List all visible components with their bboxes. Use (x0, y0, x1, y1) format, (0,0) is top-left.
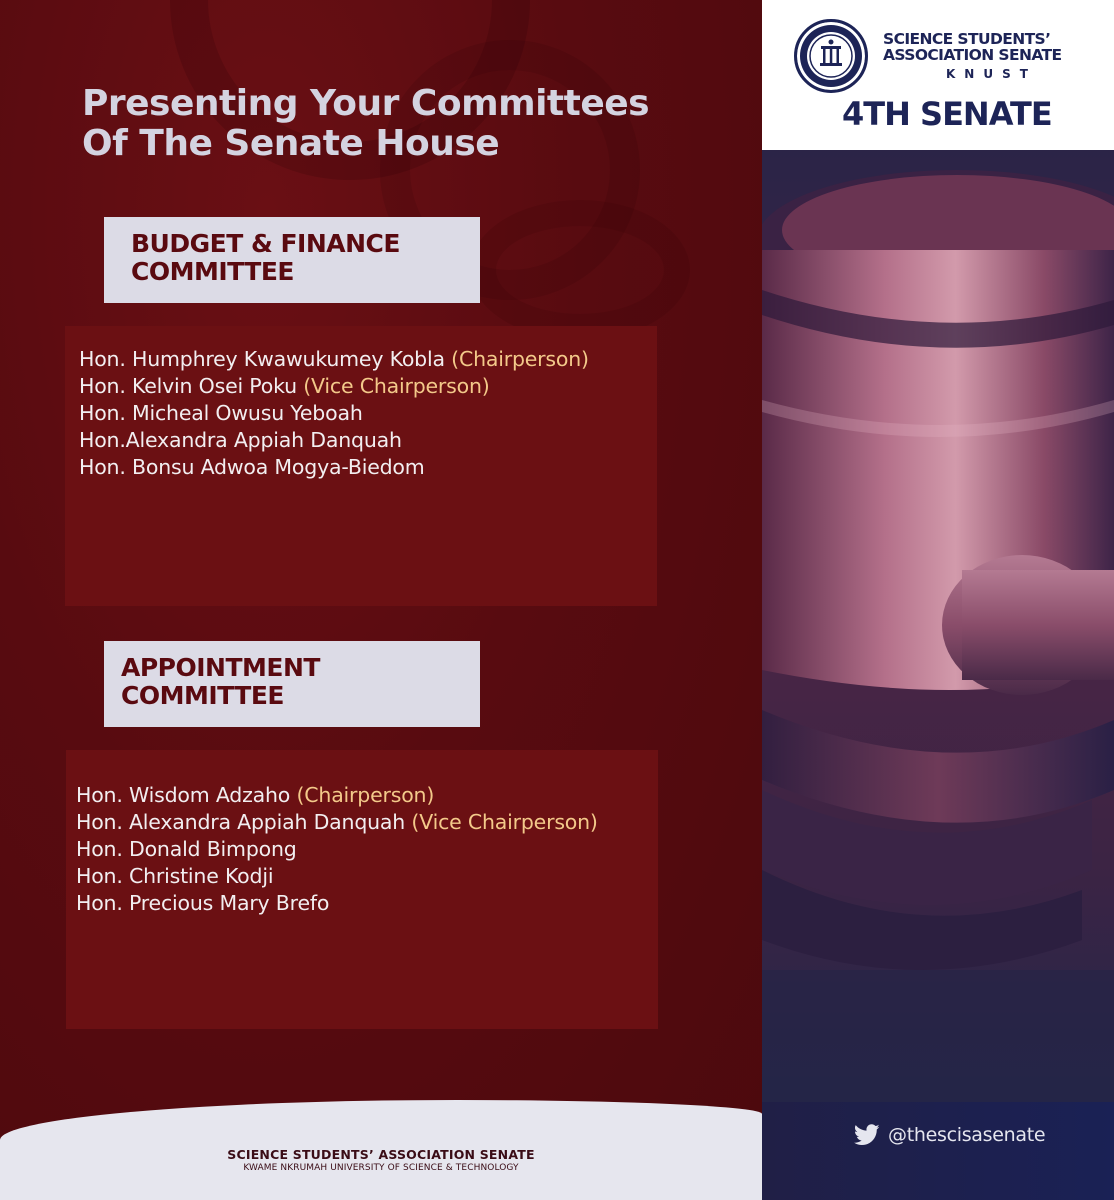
member-role: (Vice Chairperson) (411, 810, 598, 834)
brand-university: KNUST (946, 67, 1037, 81)
twitter-link[interactable] (854, 1124, 1045, 1146)
committee-label-appointment (104, 641, 480, 727)
member-item (79, 400, 657, 427)
right-panel (762, 0, 1114, 1200)
member-item (79, 373, 657, 400)
committee-label-budget-finance (104, 217, 480, 303)
member-name: Hon. Donald Bimpong (76, 837, 297, 861)
committee-label-line-1: APPOINTMENT (121, 653, 320, 682)
page-title-line-1: Presenting Your Committees (82, 83, 650, 124)
brand-header (762, 0, 1114, 150)
committee-label-line-2: COMMITTEE (121, 681, 284, 710)
member-name: Hon.Alexandra Appiah Danquah (79, 428, 402, 452)
member-item (76, 836, 658, 863)
committee-members-budget-finance (65, 326, 657, 606)
member-item (76, 863, 658, 890)
brand-name-line-1: SCIENCE STUDENTS’ (883, 30, 1051, 48)
gavel-image (762, 150, 1114, 1102)
member-name: Hon. Wisdom Adzaho (76, 783, 291, 807)
member-name: Hon. Kelvin Osei Poku (79, 374, 297, 398)
member-name: Hon. Micheal Owusu Yeboah (79, 401, 363, 425)
member-item (76, 809, 658, 836)
member-role: (Chairperson) (296, 783, 435, 807)
committee-label-line-1: BUDGET & FINANCE (131, 229, 400, 258)
member-item (79, 427, 657, 454)
member-item (79, 346, 657, 373)
brand-name-line-2: ASSOCIATION SENATE (883, 46, 1062, 64)
member-item (76, 890, 658, 917)
member-name: Hon. Bonsu Adwoa Mogya-Biedom (79, 455, 425, 479)
page-title-line-2: Of The Senate House (82, 123, 500, 164)
footer (0, 1147, 762, 1173)
member-name: Hon. Alexandra Appiah Danquah (76, 810, 406, 834)
member-item (76, 782, 658, 809)
member-name: Hon. Precious Mary Brefo (76, 891, 330, 915)
committee-members-appointment (66, 750, 658, 1029)
member-role: (Chairperson) (451, 347, 589, 371)
background-swirl (470, 200, 690, 340)
member-item (79, 454, 657, 481)
gavel-icon (762, 150, 1114, 1102)
brand-name (883, 31, 1108, 63)
footer-title: SCIENCE STUDENTS’ ASSOCIATION SENATE (227, 1147, 535, 1162)
page-title (82, 84, 702, 164)
twitter-handle[interactable]: @thescisasenate (888, 1124, 1046, 1146)
social-footer (762, 1102, 1114, 1200)
twitter-icon (854, 1124, 880, 1146)
footer-subtitle: KWAME NKRUMAH UNIVERSITY OF SCIENCE & TECHNOLOGY (243, 1163, 519, 1173)
scisa-senate-seal-icon (794, 19, 868, 93)
member-name: Hon. Christine Kodji (76, 864, 274, 888)
member-name: Hon. Humphrey Kwawukumey Kobla (79, 347, 445, 371)
brand-senate-title: 4TH SENATE (842, 95, 1052, 133)
committee-label-line-2: COMMITTEE (131, 257, 294, 286)
member-role: (Vice Chairperson) (303, 374, 490, 398)
